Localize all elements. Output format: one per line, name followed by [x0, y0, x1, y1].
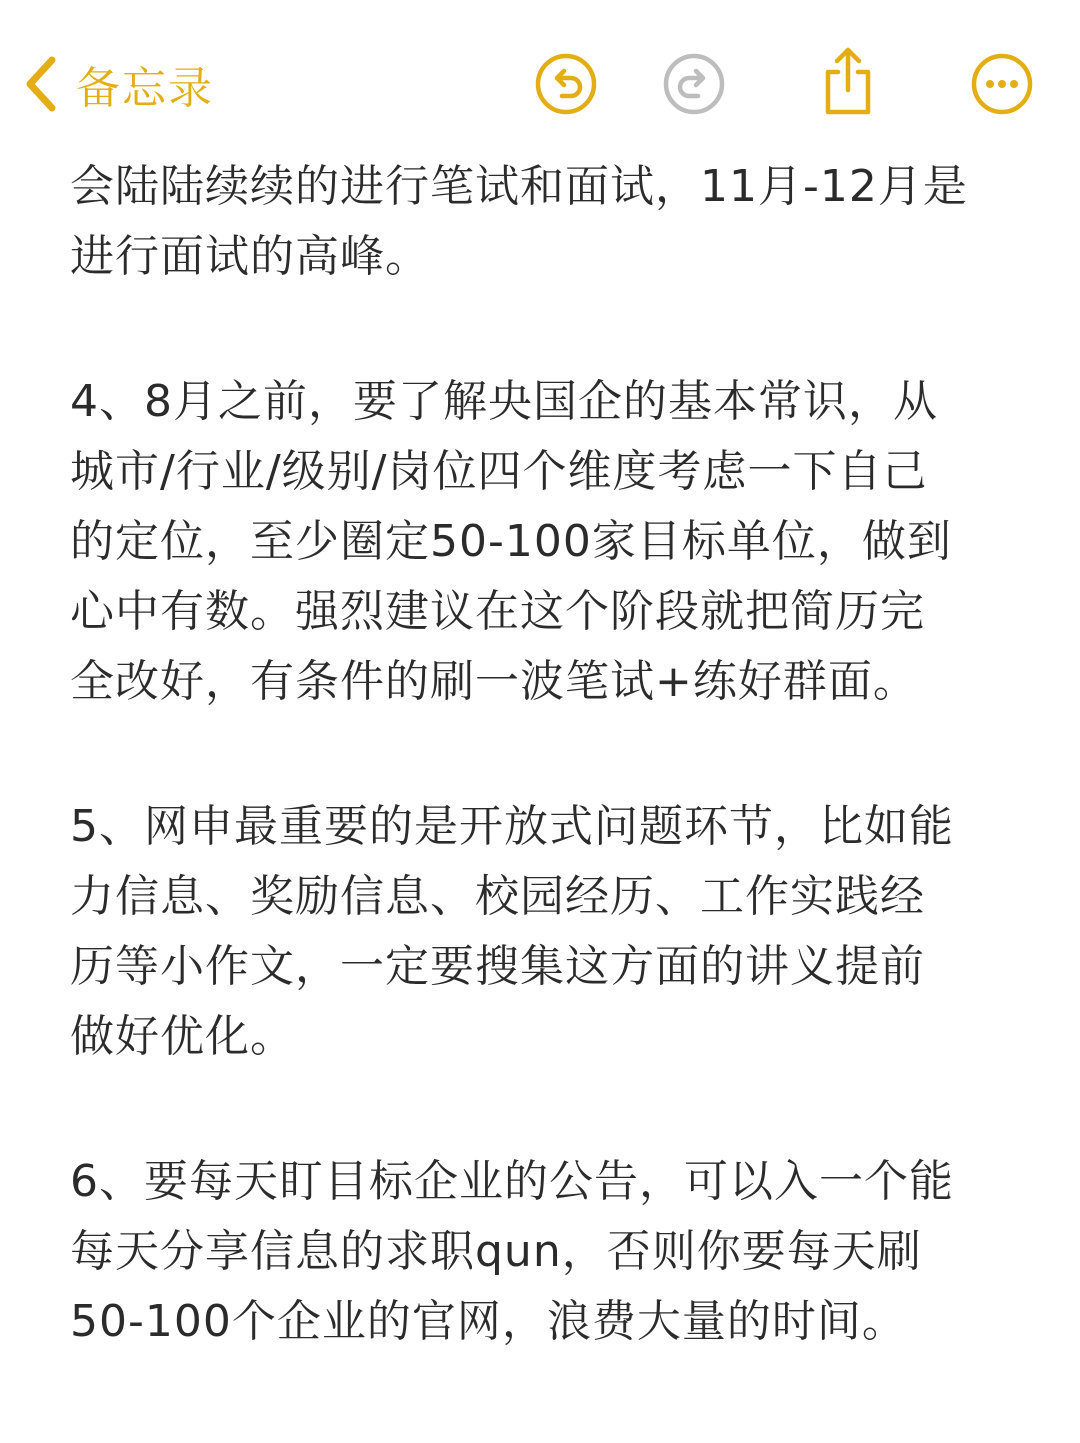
- note-paragraph: 会陆陆续续的进行笔试和面试，11月-12月是 进行面试的高峰。: [70, 161, 968, 282]
- navigation-bar: [0, 0, 1080, 160]
- share-icon: [816, 44, 880, 120]
- note-paragraph: 6、要每天盯目标企业的公告，可以入一个能 每天分享信息的求职qun，否则你要每天刷 50-100个企业的官网，浪费大量的时间。: [70, 1156, 954, 1347]
- redo-icon: [662, 52, 726, 120]
- note-paragraph: 4、8月之前，要了解央国企的基本常识，从 城市/行业/级别/岗位四个维度考虑一下自己 的定位，至少圈定50-100家目标单位，做到 心中有数。强烈建议在这个阶段就把简历完 全改好，有条件的刷一波笔试+练好群面。: [70, 376, 952, 707]
- note-content[interactable]: [70, 152, 1020, 1432]
- undo-button[interactable]: [534, 54, 598, 118]
- share-button[interactable]: [816, 46, 880, 118]
- redo-button[interactable]: [662, 54, 726, 118]
- note-paragraph: 5、网申最重要的是开放式问题环节，比如能 力信息、奖励信息、校园经历、工作实践经 历等小作文，一定要搜集这方面的讲义提前 做好优化。: [70, 801, 954, 1062]
- more-icon: [970, 52, 1034, 120]
- chevron-left-icon: [22, 54, 58, 114]
- more-button[interactable]: [970, 54, 1034, 118]
- back-button[interactable]: [22, 52, 214, 116]
- undo-icon: [534, 52, 598, 120]
- back-button-label: 备忘录: [76, 63, 214, 114]
